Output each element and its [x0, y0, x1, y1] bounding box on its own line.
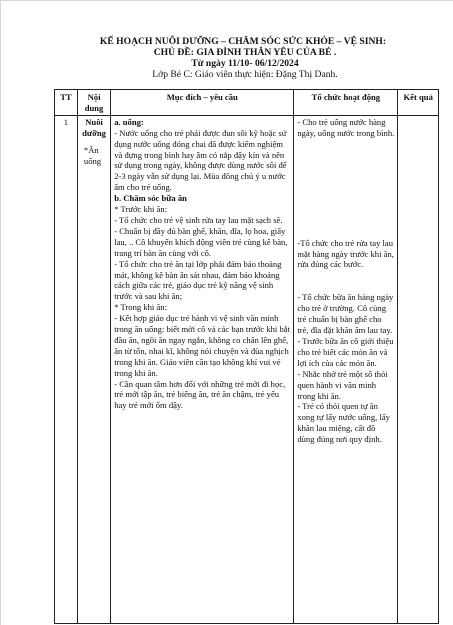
activity-line: -Tổ chức cho trẻ rửa tay lau mặt hàng ngày trước khi ăn, rửa đúng các bước.	[297, 237, 394, 270]
purpose-line: b. Chăm sóc bữa ăn	[114, 193, 187, 204]
row-content	[77, 115, 110, 623]
purpose-line: - Kết hợp giáo dục trẻ hành vi vệ sinh văn minh trong ăn uống: biết mời cô và các bạn trước khi bắt đầu ăn, ngồi ăn ngay ngắn, không co chân lên ghế, ăn từ tốn, nhai kĩ, không nói chuyện và đùa nghịch trong khi ăn. Giáo viên cần tạo không khí vui vẻ trong khi ăn.	[114, 313, 290, 378]
row-purpose	[111, 115, 294, 623]
activity-line: - Nhắc nhở trẻ một số thói quen hành vi văn minh trong khi ăn.	[297, 368, 388, 401]
table-header-row	[55, 90, 439, 116]
document-theme: CHỦ ĐỀ: GIA ĐÌNH THÂN YÊU CỦA BÉ .	[153, 47, 337, 58]
document-header	[49, 36, 441, 80]
header-tt: TT	[55, 90, 78, 116]
purpose-line: * Trong khi ăn:	[114, 302, 167, 313]
activity-line: - Trẻ có thói quen tự ăn xong tự lấy nước uống, lấy khăn lau miệng, cất đồ dùng đúng nơi quy định.	[297, 401, 390, 445]
plan-table	[54, 89, 439, 624]
row-tt: 1	[55, 115, 78, 623]
purpose-line: - Chuẩn bị đầy đủ bàn ghế, khăn, đĩa, lọ hoa, giấy lau, .. Cô khuyến khích động viên trẻ cùng kê bàn, trang trí bàn ăn cùng với cô.	[114, 225, 288, 258]
class-teacher: Lớp Bé C: Giáo viên thực hiện: Đặng Thị Danh.	[152, 69, 338, 80]
purpose-line: - Cần quan tâm hơn đối với những trẻ mới đi học, trẻ mới tập ăn, trẻ biếng ăn, trẻ ăn chậm, trẻ yếu hay trẻ mới ốm dậy.	[114, 378, 286, 411]
activity-line: - Tổ chức bữa ăn hàng ngày cho trẻ ở trường. Cô cùng trẻ chuẩn bị bàn ghế cho trẻ, đĩa đặt khăn ăm lau tay.	[297, 292, 394, 336]
date-range: Từ ngày 11/10- 06/12/2024	[191, 58, 299, 69]
header-content: Nội dung	[77, 90, 110, 116]
purpose-line: a. uống:	[114, 116, 144, 127]
row-result	[398, 115, 439, 623]
content-sub: *Ăn uống	[83, 144, 102, 166]
content-title: Nuôi dưỡng	[82, 116, 106, 138]
document-title: KẾ HOẠCH NUÔI DƯỠNG – CHĂM SÓC SỨC KHỎE – VỆ SINH:	[99, 36, 387, 47]
header-purpose: Mục đích – yêu cầu	[111, 90, 294, 116]
row-activities	[294, 115, 398, 623]
purpose-line: * Trước khi ăn:	[114, 204, 168, 215]
header-activities: Tổ chức hoạt động	[294, 90, 398, 116]
purpose-line: - Tổ chức cho trẻ ăn tại lớp phải đảm bảo thoáng mát, không kê bàn ăn sát nhau, đảm bảo khoảng cách giữa các trẻ, giáo dục trẻ kỹ năng vệ sinh trước và sau khi ăn;	[114, 258, 282, 302]
purpose-line: - Tổ chức cho trẻ vệ sinh rửa tay lau mặt sạch sẽ.	[114, 214, 283, 225]
table-row	[55, 115, 439, 623]
activity-line: - Cho trẻ uống nước hàng ngày, uống nước trong bình.	[297, 116, 395, 138]
purpose-line: - Nước uống cho trẻ phải được đun sôi kỹ hoặc sử dụng nước uống đóng chai đã được kiểm nghiệm và đựng trong bình hay âm có nắp đậy kín và nên sử dụng trong ngày, không được dùng nước sôi để 2-3 ngày vẫn sử dụng lại. Mùa đông chú ý u nước ấm cho trẻ uống.	[114, 127, 287, 193]
header-result: Kết quả	[398, 90, 439, 116]
activity-line: - Trước bữa ăn cô giới thiệu cho trẻ biết các món ăn và lợi ích của các món ăn.	[297, 335, 394, 368]
